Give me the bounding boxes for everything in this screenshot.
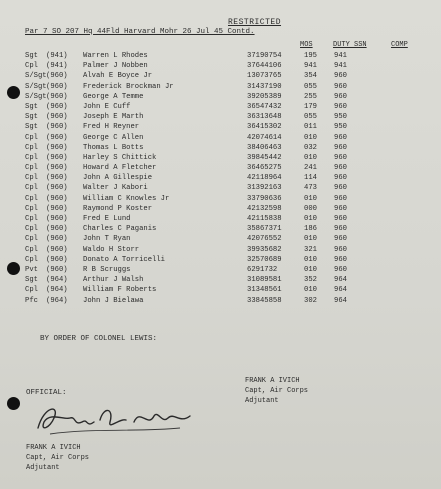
grade-cell: (960)	[46, 102, 68, 111]
duty-ssn-cell: 964	[334, 286, 347, 295]
mos-cell: 352	[304, 276, 317, 285]
roster-row	[0, 52, 441, 62]
roster-row	[0, 113, 441, 123]
serial-number-cell: 35867371	[247, 225, 282, 234]
rank-cell: Sgt	[25, 52, 38, 60]
grade-cell: (960)	[46, 92, 68, 101]
mos-cell: 473	[304, 184, 317, 193]
grade-cell: (960)	[46, 133, 68, 142]
grade-cell: (960)	[46, 255, 68, 264]
mos-cell: 255	[304, 92, 317, 101]
mos-cell: 195	[304, 52, 317, 60]
punch-hole	[7, 262, 20, 275]
rank-cell: Cpl	[25, 62, 38, 71]
mos-cell: 321	[304, 245, 317, 254]
name-cell: John J Bielawa	[83, 296, 144, 305]
rank-cell: Cpl	[25, 235, 38, 244]
roster-row	[0, 235, 441, 245]
col-mos: MOS	[300, 41, 313, 49]
punch-hole	[7, 86, 20, 99]
classification-stamp: RESTRICTED	[228, 18, 282, 27]
serial-number-cell: 31348561	[247, 286, 282, 295]
roster-row	[0, 174, 441, 184]
mos-cell: 010	[304, 153, 317, 162]
grade-cell: (960)	[46, 265, 68, 274]
serial-number-cell: 31392163	[247, 184, 282, 193]
grade-cell: (960)	[46, 72, 68, 81]
roster-row	[0, 123, 441, 133]
duty-ssn-cell: 960	[334, 164, 347, 173]
rank-cell: Cpl	[25, 143, 38, 152]
name-cell: Fred H Reyner	[83, 123, 140, 132]
duty-ssn-cell: 960	[334, 184, 347, 193]
roster-row	[0, 225, 441, 235]
rank-cell: S/Sgt	[25, 82, 47, 91]
grade-cell: (960)	[46, 123, 68, 132]
name-cell: George C Allen	[83, 133, 144, 142]
rank-cell: Cpl	[25, 225, 38, 234]
duty-ssn-cell: 960	[334, 153, 347, 162]
rank-cell: Cpl	[25, 245, 38, 254]
grade-cell: (960)	[46, 245, 68, 254]
mos-cell: 055	[304, 113, 317, 122]
handwritten-signature	[30, 398, 200, 440]
mos-cell: 010	[304, 235, 317, 244]
roster-row	[0, 184, 441, 194]
rank-cell: Sgt	[25, 123, 38, 132]
mos-cell: 354	[304, 72, 317, 81]
serial-number-cell: 39205389	[247, 92, 282, 101]
signature-block-right	[245, 376, 308, 406]
roster-list	[0, 52, 441, 307]
mos-cell: 010	[304, 194, 317, 203]
duty-ssn-cell: 960	[334, 82, 347, 91]
duty-ssn-cell: 960	[334, 143, 347, 152]
mos-cell: 010	[304, 265, 317, 274]
serial-number-cell: 36547432	[247, 102, 282, 111]
name-cell: Palmer J Nobben	[83, 62, 148, 71]
duty-ssn-cell: 960	[334, 245, 347, 254]
grade-cell: (960)	[46, 235, 68, 244]
name-cell: Thomas L Botts	[83, 143, 144, 152]
roster-row	[0, 256, 441, 266]
serial-number-cell: 31437190	[247, 82, 282, 91]
grade-cell: (960)	[46, 215, 68, 223]
roster-row	[0, 62, 441, 72]
serial-number-cell: 36465275	[247, 164, 282, 173]
grade-cell: (960)	[46, 204, 68, 213]
roster-row	[0, 93, 441, 103]
roster-row	[0, 103, 441, 113]
rank-cell: Sgt	[25, 113, 38, 122]
rank-cell: Cpl	[25, 153, 38, 162]
title-line: Adjutant	[26, 464, 60, 472]
rank-cell: Cpl	[25, 133, 38, 142]
grade-cell: (941)	[46, 52, 68, 60]
grade-cell: (941)	[46, 62, 68, 71]
rank-cell: Cpl	[25, 184, 38, 193]
roster-row	[0, 246, 441, 256]
rank-cell: S/Sgt	[25, 72, 47, 81]
serial-number-cell: 39935682	[247, 245, 282, 254]
grade-cell: (960)	[46, 82, 68, 91]
serial-number-cell: 36313648	[247, 113, 282, 122]
duty-ssn-cell: 960	[334, 235, 347, 244]
roster-row	[0, 134, 441, 144]
roster-row	[0, 286, 441, 296]
rank-cell: Cpl	[25, 255, 38, 264]
grade-cell: (960)	[46, 153, 68, 162]
roster-row	[0, 164, 441, 174]
roster-row	[0, 144, 441, 154]
duty-ssn-cell: 960	[334, 215, 347, 223]
rank-cell: Sgt	[25, 102, 38, 111]
name-cell: William F Roberts	[83, 286, 157, 295]
name-cell: John T Ryan	[83, 235, 131, 244]
name-line: FRANK A IVICH	[26, 444, 81, 452]
serial-number-cell: 36415302	[247, 123, 282, 132]
mos-cell: 941	[304, 62, 317, 71]
rank-cell: Cpl	[25, 194, 38, 203]
roster-row	[0, 83, 441, 93]
name-cell: R B Scruggs	[83, 265, 131, 274]
rank-cell: Cpl	[25, 286, 38, 295]
name-cell: Arthur J Walsh	[83, 276, 144, 285]
serial-number-cell: 33845858	[247, 296, 282, 305]
name-cell: John A Gillespie	[83, 174, 153, 183]
mos-cell: 114	[304, 174, 317, 183]
mos-cell: 010	[304, 133, 317, 142]
serial-number-cell: 37190754	[247, 52, 282, 60]
roster-row	[0, 205, 441, 215]
name-cell: Frederick Brockman Jr	[83, 82, 174, 91]
roster-row	[0, 215, 441, 225]
serial-number-cell: 33790636	[247, 194, 282, 203]
name-cell: Donato A Torricelli	[83, 255, 165, 264]
roster-row	[0, 297, 441, 307]
col-duty-ssn: DUTY SSN	[333, 41, 367, 49]
grade-cell: (960)	[46, 225, 68, 234]
roster-row	[0, 266, 441, 276]
mos-cell: 032	[304, 143, 317, 152]
serial-number-cell: 31089581	[247, 276, 282, 285]
grade-cell: (964)	[46, 286, 68, 295]
name-cell: Howard A Fletcher	[83, 164, 157, 173]
duty-ssn-cell: 950	[334, 113, 347, 122]
name-cell: William C Knowles Jr	[83, 194, 170, 203]
grade-cell: (960)	[46, 143, 68, 152]
serial-number-cell: 32570689	[247, 255, 282, 264]
signature-block-left	[26, 443, 89, 473]
title-line: Adjutant	[245, 397, 279, 405]
rank-line: Capt, Air Corps	[245, 387, 309, 395]
duty-ssn-cell: 960	[334, 204, 347, 213]
name-cell: John E Cuff	[83, 102, 131, 111]
roster-row	[0, 276, 441, 286]
duty-ssn-cell: 960	[334, 72, 347, 81]
mos-cell: 011	[304, 123, 317, 132]
rank-cell: Cpl	[25, 174, 38, 183]
grade-cell: (964)	[46, 276, 68, 285]
serial-number-cell: 39845442	[247, 153, 282, 162]
order-line: BY ORDER OF COLONEL LEWIS:	[40, 335, 158, 343]
mos-cell: 186	[304, 225, 317, 234]
serial-number-cell: 37644106	[247, 62, 282, 71]
rank-cell: Sgt	[25, 276, 38, 285]
official-label: OFFICIAL:	[26, 389, 67, 397]
name-cell: Raymond P Koster	[83, 204, 153, 213]
mos-cell: 010	[304, 286, 317, 295]
order-header: Par 7 SO 207 Hq 44Fld Harvard Mohr 26 Jul 45 Contd.	[25, 28, 255, 36]
serial-number-cell: 42115838	[247, 215, 282, 223]
punch-hole	[7, 397, 20, 410]
rank-cell: Cpl	[25, 164, 38, 173]
serial-number-cell: 42074614	[247, 133, 282, 142]
mos-cell: 000	[304, 204, 317, 213]
mos-cell: 179	[304, 102, 317, 111]
mos-cell: 241	[304, 164, 317, 173]
rank-cell: Cpl	[25, 204, 38, 213]
rank-cell: Pvt	[25, 265, 38, 274]
serial-number-cell: 6291732	[247, 265, 278, 274]
rank-cell: Pfc	[25, 296, 38, 305]
duty-ssn-cell: 960	[334, 92, 347, 101]
name-cell: Charles C Paganis	[83, 225, 157, 234]
duty-ssn-cell: 950	[334, 123, 347, 132]
duty-ssn-cell: 960	[334, 174, 347, 183]
grade-cell: (960)	[46, 184, 68, 193]
duty-ssn-cell: 964	[334, 296, 347, 305]
duty-ssn-cell: 960	[334, 133, 347, 142]
serial-number-cell: 38406463	[247, 143, 282, 152]
rank-cell: S/Sgt	[25, 92, 47, 101]
serial-number-cell: 42076552	[247, 235, 282, 244]
rank-cell: Cpl	[25, 215, 38, 223]
duty-ssn-cell: 960	[334, 225, 347, 234]
name-cell: Joseph E Marth	[83, 113, 144, 122]
roster-row	[0, 72, 441, 82]
duty-ssn-cell: 960	[334, 194, 347, 203]
rank-line: Capt, Air Corps	[26, 454, 90, 462]
name-cell: Warren L Rhodes	[83, 52, 148, 60]
duty-ssn-cell: 960	[334, 102, 347, 111]
name-cell: Walter J Kabori	[83, 184, 148, 193]
mos-cell: 302	[304, 296, 317, 305]
grade-cell: (964)	[46, 296, 68, 305]
grade-cell: (960)	[46, 164, 68, 173]
duty-ssn-cell: 960	[334, 265, 347, 274]
mos-cell: 010	[304, 255, 317, 264]
name-cell: Fred E Lund	[83, 215, 131, 223]
mos-cell: 010	[304, 215, 317, 223]
name-cell: George A Temme	[83, 92, 144, 101]
name-cell: Alvah E Boyce Jr	[83, 72, 153, 81]
serial-number-cell: 13073765	[247, 72, 282, 81]
duty-ssn-cell: 960	[334, 255, 347, 264]
name-line: FRANK A IVICH	[245, 377, 300, 385]
roster-row	[0, 154, 441, 164]
roster-row	[0, 195, 441, 205]
serial-number-cell: 42132598	[247, 204, 282, 213]
col-comp: COMP	[391, 41, 408, 49]
grade-cell: (960)	[46, 113, 68, 122]
grade-cell: (960)	[46, 194, 68, 203]
mos-cell: 055	[304, 82, 317, 91]
name-cell: Waldo H Storr	[83, 245, 140, 254]
duty-ssn-cell: 941	[334, 62, 347, 71]
grade-cell: (960)	[46, 174, 68, 183]
serial-number-cell: 42118964	[247, 174, 282, 183]
duty-ssn-cell: 964	[334, 276, 347, 285]
name-cell: Harley S Chittick	[83, 153, 157, 162]
duty-ssn-cell: 941	[334, 52, 347, 60]
